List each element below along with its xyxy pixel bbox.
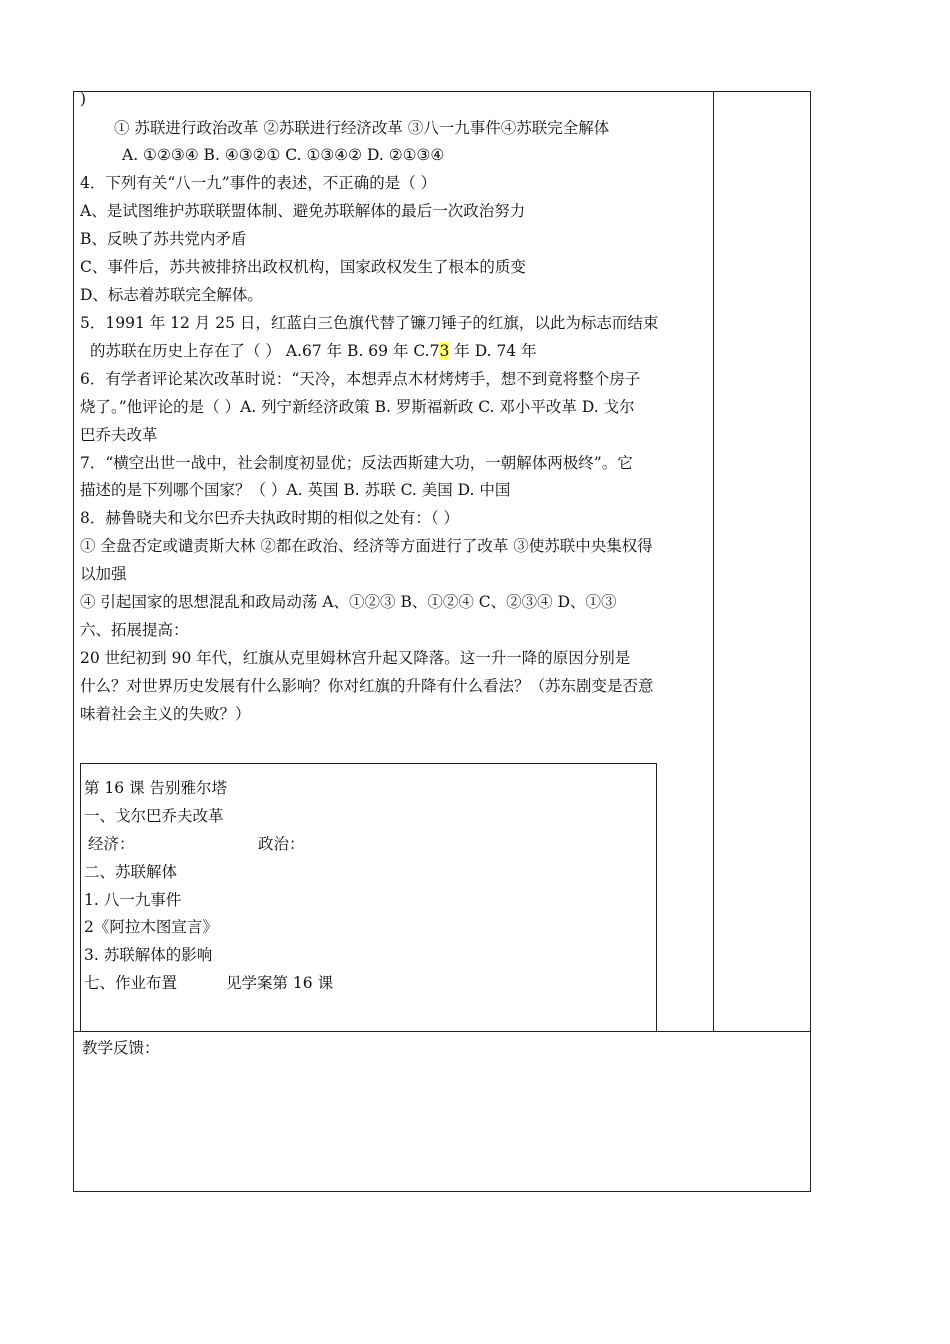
q3-tail: ) (80, 90, 87, 108)
extension-para-line-2: 什么？对世界历史发展有什么影响？你对红旗的升降有什么看法？（苏东剧变是否意 (80, 677, 654, 695)
board-section-7-value: 见学案第 16 课 (226, 974, 334, 992)
board-section-2: 二、苏联解体 (84, 863, 178, 881)
q3-items: ① 苏联进行政治改革 ②苏联进行经济改革 ③八一九事件④苏联完全解体 (114, 119, 610, 137)
q5-line-2 (90, 337, 720, 365)
q4-stem: 4．下列有关“八一九”事件的表述，不正确的是（ ） (80, 174, 437, 192)
board-section-1: 一、戈尔巴乔夫改革 (84, 807, 224, 825)
board-item-3: 3. 苏联解体的影响 (84, 946, 213, 964)
q3-options: A. ①②③④ B. ④③②① C. ①③④② D. ②①③④ (122, 146, 445, 164)
feedback-label: 教学反馈： (82, 1039, 160, 1057)
board-item-2: 2《阿拉木图宣言》 (84, 918, 218, 936)
board-section-7: 七、作业布置 (84, 974, 178, 992)
q4-option-a: A、是试图维护苏联联盟体制、避免苏联解体的最后一次政治努力 (80, 202, 526, 220)
q7-line-2: 描述的是下列哪个国家？（ ）A. 英国 B. 苏联 C. 美国 D. 中国 (80, 481, 511, 499)
q8-line-3: ④ 引起国家的思想混乱和政局动荡 A、①②③ B、①②④ C、②③④ D、①③ (80, 593, 617, 611)
board-item-1: 1. 八一九事件 (84, 891, 182, 909)
q5-line-1: 5．1991 年 12 月 25 日，红蓝白三色旗代替了镰刀锤子的红旗，以此为标志而结束 (80, 314, 659, 332)
q5-line-2-pre: 的苏联在历史上存在了（ ） A.67 年 B. 69 年 C.7 (90, 342, 440, 360)
q7-line-1: 7．“横空出世一战中，社会制度初显优；反法西斯建大功，一朝解体两极终”。它 (80, 454, 633, 472)
extension-heading: 六、拓展提高： (80, 621, 189, 639)
board-politics-label: 政治： (258, 835, 305, 853)
q5-line-2-post: 年 D. 74 年 (449, 342, 537, 360)
q6-line-2: 烧了。”他评论的是（ ）A. 列宁新经济政策 B. 罗斯福新政 C. 邓小平改革 D. 戈尔 (80, 398, 635, 416)
q8-stem: 8．赫鲁晓夫和戈尔巴乔夫执政时期的相似之处有：（ ） (80, 509, 460, 527)
q8-line-1: ① 全盘否定或谴责斯大林 ②都在政治、经济等方面进行了改革 ③使苏联中央集权得 (80, 537, 653, 555)
q4-option-c: C、事件后，苏共被排挤出政权机构，国家政权发生了根本的质变 (80, 258, 526, 276)
q6-line-1: 6．有学者评论某次改革时说：“天冷，本想弄点木材烤烤手，想不到竟将整个房子 (80, 370, 641, 388)
q8-line-2: 以加强 (80, 565, 127, 583)
q5-highlight: 3 (439, 342, 450, 360)
q6-line-3: 巴乔夫改革 (80, 426, 158, 444)
table-column-divider (713, 91, 714, 1031)
extension-para-line-1: 20 世纪初到 90 年代，红旗从克里姆林宫升起又降落。这一升一降的原因分别是 (80, 649, 631, 667)
q4-option-d: D、标志着苏联完全解体。 (80, 286, 263, 304)
q4-option-b: B、反映了苏共党内矛盾 (80, 230, 247, 248)
extension-para-line-3: 味着社会主义的失败？） (80, 705, 251, 723)
board-economy-label: 经济： (88, 835, 135, 853)
board-title: 第 16 课 告别雅尔塔 (84, 779, 228, 797)
